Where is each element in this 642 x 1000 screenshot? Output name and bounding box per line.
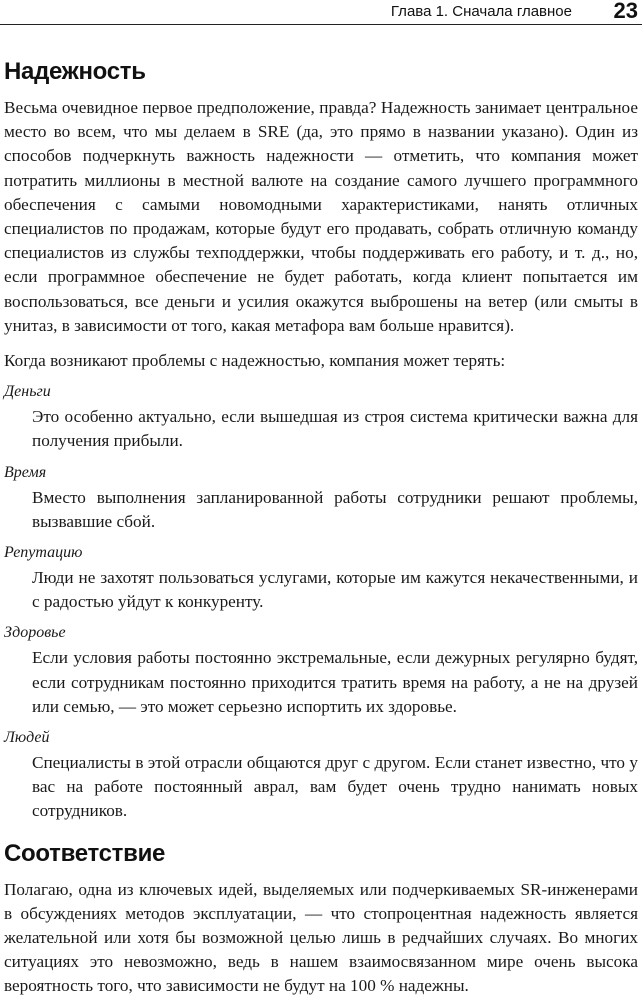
- list-term: Людей: [4, 729, 50, 747]
- section-heading-reliability: Надежность: [4, 58, 146, 85]
- chapter-title: Глава 1. Сначала главное: [390, 3, 572, 20]
- list-definition: Вместо выполнения запланированной работы сотрудники решают проблемы, вызвавшие сбой.: [32, 487, 638, 531]
- list-definition: Специалисты в этой отрасли общаются друг с другом. Если станет известно, что у вас на работе постоянный аврал, вам будет очень трудно нанимать новых сотрудников.: [32, 753, 638, 821]
- list-definition: Если условия работы постоянно экстремальные, если дежурных регулярно будят, если сотрудникам постоянно приходится тратить время на работу, а не на друзей или семью, — это может серьезно испортить их здоровье.: [32, 648, 638, 716]
- list-term: Репутацию: [4, 544, 83, 562]
- paragraph: Весьма очевидное первое предположение, правда? Надежность занимает центральное место во всем, что мы делаем в SRE (да, это прямо в названии указано). Один из способов подчеркнуть важность надежности — отметить, что компания может потратить миллионы в местной валюте на создание самого лучшего программного обеспечения с самыми новомодными характеристиками, нанять отличных специалистов по продажам, которые будут его продавать, собрать отличную команду специалистов из службы техподдержки, чтобы поддерживать его работу, и т. д., но, если программное обеспечение не будет работать, когда клиент попытается им воспользоваться, все деньги и усилия окажутся выброшены на ветер (или смыты в унитаз, в зависимости от того, какая метафора вам больше нравится).: [4, 98, 638, 335]
- list-term: Время: [4, 463, 47, 481]
- section-heading-conformance: Соответствие: [4, 839, 166, 867]
- page-body: [4, 58, 638, 999]
- paragraph: Полагаю, одна из ключевых идей, выделяемых или подчеркиваемых SR-инженерами в обсуждениях методов эксплуатации, — что стопроцентная надежность является желательной или хотя бы возможной целью лишь в редчайших случаях. Во многих ситуациях это невозможно, ведь в нашем взаимосвязанном мире очень высока вероятность того, что зависимости не будут на 100 % надежны.: [4, 879, 638, 996]
- definition-list: [4, 381, 638, 823]
- page-number: 23: [613, 0, 638, 23]
- running-head: [0, 0, 642, 25]
- list-term: Деньги: [4, 383, 51, 401]
- list-definition: Это особенно актуально, если вышедшая из строя система критически важна для получения прибыли.: [32, 407, 638, 451]
- list-term: Здоровье: [4, 624, 66, 642]
- paragraph: Когда возникают проблемы с надежностью, компания может терять:: [4, 351, 506, 371]
- list-definition: Люди не захотят пользоваться услугами, которые им кажутся некачественными, и с радостью уйдут к конкуренту.: [32, 568, 638, 612]
